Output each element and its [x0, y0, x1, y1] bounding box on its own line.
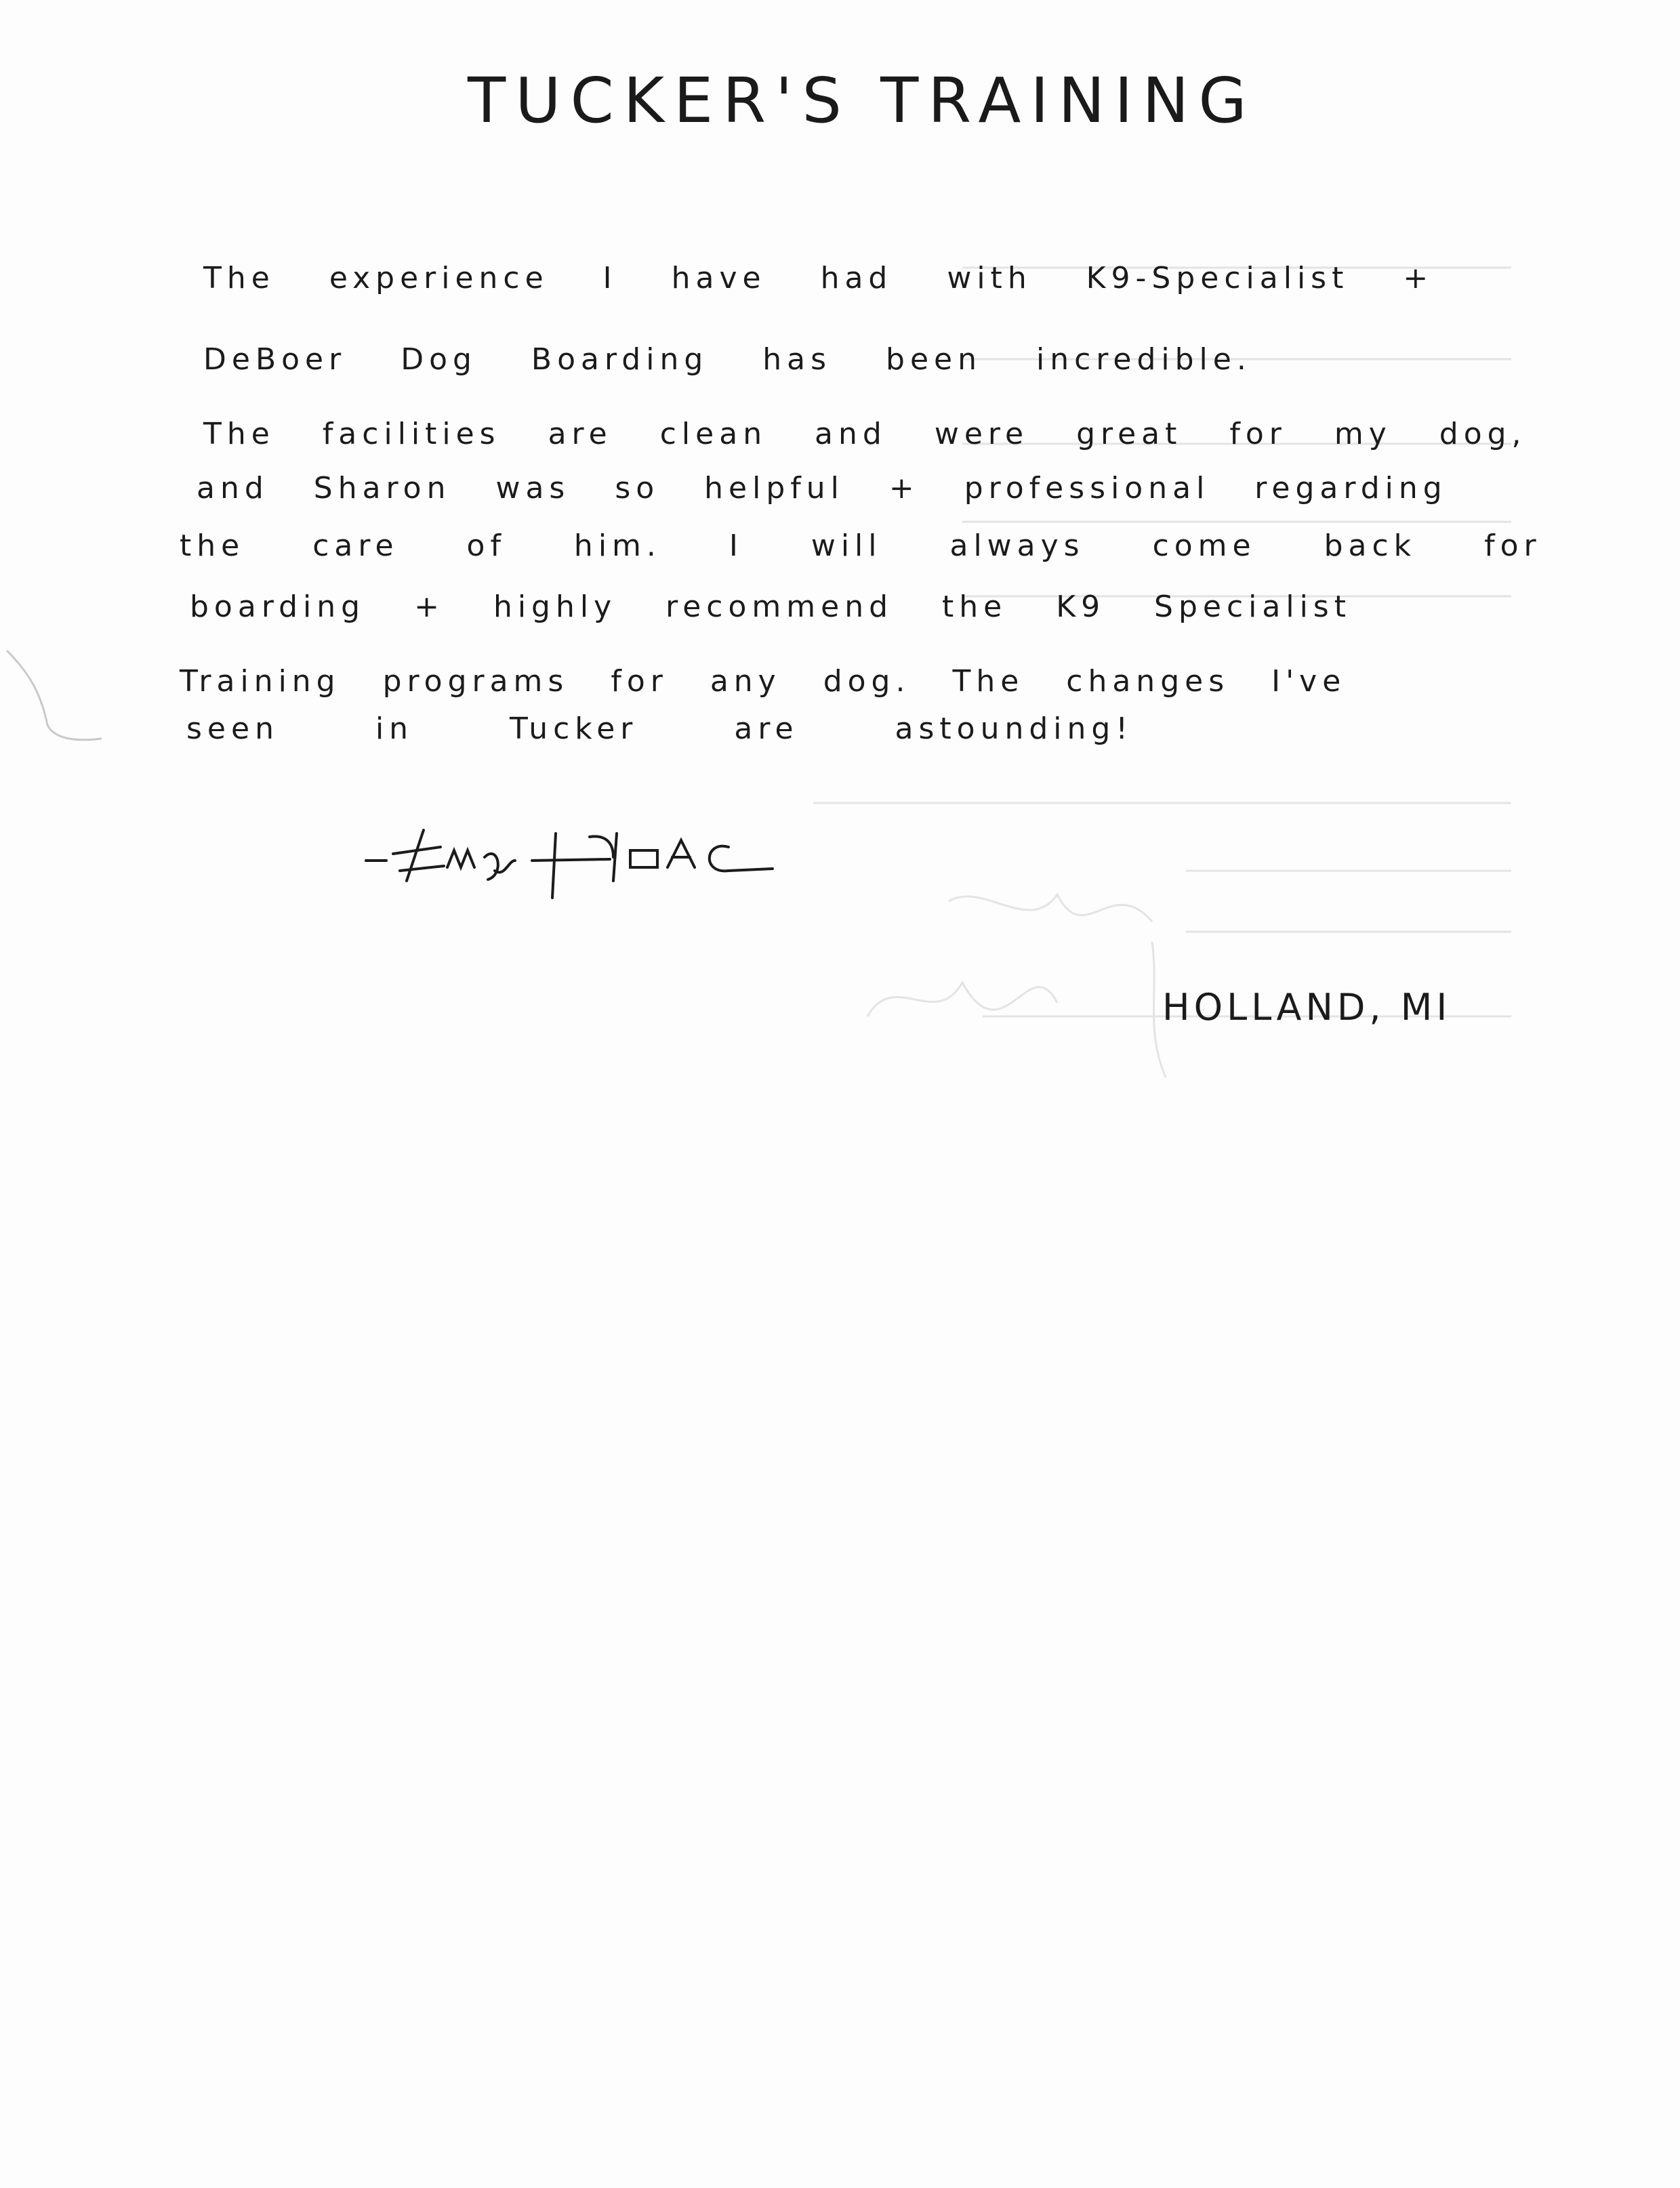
letter-line: the care of him. I will always come back for	[180, 529, 1542, 563]
location: HOLLAND, MI	[1162, 986, 1452, 1029]
letter-line: Training programs for any dog. The changes I've	[180, 664, 1347, 699]
letter-line: seen in Tucker are astounding!	[186, 711, 1133, 746]
letter-line: DeBoer Dog Boarding has been incredible.	[203, 342, 1252, 377]
edge-mark	[0, 610, 108, 759]
letter-title: TUCKER'S TRAINING	[468, 64, 1256, 137]
letter-line: The experience I have had with K9-Specialist +	[203, 261, 1434, 295]
letter-line: and Sharon was so helpful + professional regarding	[197, 471, 1448, 505]
letter-line: The facilities are clean and were great for my dog,	[203, 417, 1527, 451]
letter-line: boarding + highly recommend the K9 Specialist	[190, 590, 1351, 624]
signature	[359, 820, 793, 915]
